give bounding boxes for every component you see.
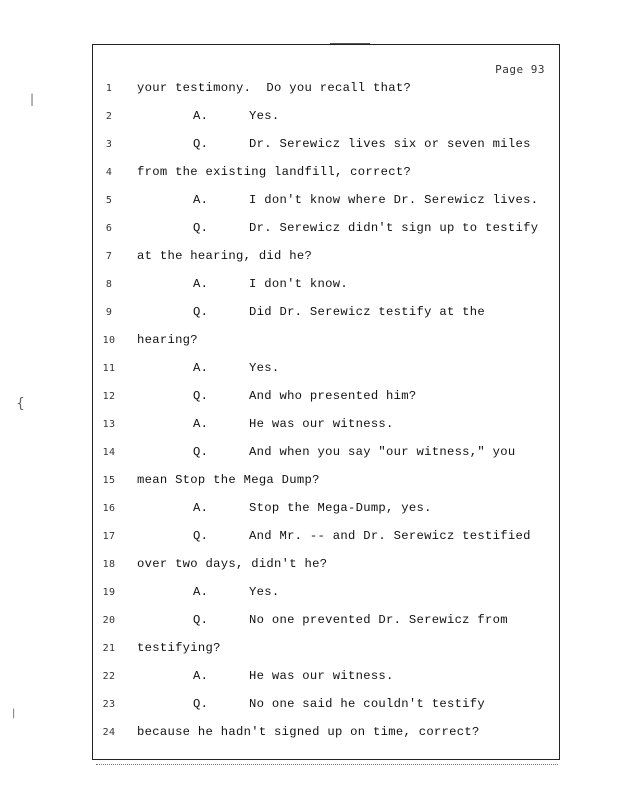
- speaker-label: A.: [193, 669, 209, 683]
- speaker-label: A.: [193, 361, 209, 375]
- testimony-text: hearing?: [137, 333, 198, 347]
- speaker-label: A.: [193, 193, 209, 207]
- line-text: [193, 389, 417, 403]
- line-text: [193, 585, 279, 599]
- testimony-text: testifying?: [137, 641, 221, 655]
- transcript-line: [93, 165, 561, 189]
- line-text: [193, 417, 394, 431]
- speaker-label: Q.: [193, 697, 209, 711]
- bottom-rule: [96, 764, 558, 765]
- line-number: 16: [102, 503, 116, 514]
- transcript-line: [93, 445, 561, 469]
- line-number: 1: [105, 83, 113, 94]
- testimony-text: And Mr. -- and Dr. Serewicz testified: [249, 529, 531, 543]
- line-text: [193, 277, 348, 291]
- testimony-text: Did Dr. Serewicz testify at the: [249, 305, 486, 319]
- line-text: [193, 613, 508, 627]
- testimony-text: I don't know.: [249, 277, 348, 291]
- line-text: [193, 305, 485, 319]
- line-text: [193, 221, 538, 235]
- testimony-text: at the hearing, did he?: [137, 249, 313, 263]
- transcript-line: [93, 221, 561, 245]
- line-number: 24: [102, 727, 116, 738]
- testimony-text: He was our witness.: [249, 669, 394, 683]
- testimony-text: mean Stop the Mega Dump?: [137, 473, 320, 487]
- transcript-page: [92, 44, 560, 760]
- line-number: 10: [102, 335, 116, 346]
- line-text: [193, 193, 538, 207]
- testimony-text: Dr. Serewicz lives six or seven miles: [249, 137, 531, 151]
- transcript-line: [93, 641, 561, 665]
- line-text: [137, 641, 221, 655]
- speaker-label: Q.: [193, 529, 209, 543]
- speaker-label: Q.: [193, 445, 209, 459]
- transcript-line: [93, 585, 561, 609]
- speaker-label: A.: [193, 417, 209, 431]
- line-number: 8: [105, 279, 113, 290]
- line-number: 4: [105, 167, 113, 178]
- line-number: 6: [105, 223, 113, 234]
- testimony-text: Yes.: [249, 361, 280, 375]
- line-number: 2: [105, 111, 113, 122]
- speaker-label: Q.: [193, 613, 209, 627]
- line-number: 15: [102, 475, 116, 486]
- line-number: 23: [102, 699, 116, 710]
- line-text: [137, 725, 480, 739]
- transcript-line: [93, 193, 561, 217]
- line-number: 11: [102, 363, 116, 374]
- line-number: 21: [102, 643, 116, 654]
- transcript-line: [93, 501, 561, 525]
- testimony-text: Stop the Mega-Dump, yes.: [249, 501, 432, 515]
- transcript-line: [93, 81, 561, 105]
- line-text: [193, 697, 485, 711]
- speaker-label: A.: [193, 585, 209, 599]
- transcript-line: [93, 613, 561, 637]
- transcript-line: [93, 333, 561, 357]
- transcript-line: [93, 529, 561, 553]
- speaker-label: Q.: [193, 137, 209, 151]
- line-text: [193, 137, 531, 151]
- testimony-text: because he hadn't signed up on time, correct?: [137, 725, 480, 739]
- margin-tick-mark-lower: |: [12, 708, 16, 719]
- testimony-text: And who presented him?: [249, 389, 417, 403]
- line-number: 14: [102, 447, 116, 458]
- speaker-label: Q.: [193, 221, 209, 235]
- testimony-text: from the existing landfill, correct?: [137, 165, 412, 179]
- line-number: 5: [105, 195, 113, 206]
- line-text: [137, 165, 411, 179]
- speaker-label: A.: [193, 109, 209, 123]
- speaker-label: Q.: [193, 305, 209, 319]
- line-text: [193, 361, 279, 375]
- line-number: 3: [105, 139, 113, 150]
- line-text: [193, 109, 279, 123]
- transcript-line: [93, 389, 561, 413]
- line-number: 17: [102, 531, 116, 542]
- transcript-line: [93, 725, 561, 749]
- page-number: Page 93: [495, 63, 545, 76]
- transcript-line: [93, 305, 561, 329]
- testimony-text: No one prevented Dr. Serewicz from: [249, 613, 508, 627]
- transcript-line: [93, 557, 561, 581]
- line-text: [193, 669, 394, 683]
- transcript-line: [93, 249, 561, 273]
- line-number: 22: [102, 671, 116, 682]
- line-text: [137, 333, 198, 347]
- line-text: [137, 557, 327, 571]
- speaker-label: A.: [193, 501, 209, 515]
- line-number: 20: [102, 615, 116, 626]
- line-number: 9: [105, 307, 113, 318]
- transcript-line: [93, 137, 561, 161]
- speaker-label: A.: [193, 277, 209, 291]
- testimony-text: your testimony. Do you recall that?: [137, 81, 412, 95]
- testimony-text: Dr. Serewicz didn't sign up to testify: [249, 221, 539, 235]
- testimony-text: Yes.: [249, 585, 280, 599]
- margin-tick-mark: |: [30, 92, 35, 106]
- testimony-text: No one said he couldn't testify: [249, 697, 486, 711]
- line-number: 13: [102, 419, 116, 430]
- line-text: [137, 81, 411, 95]
- transcript-line: [93, 669, 561, 693]
- transcript-line: [93, 361, 561, 385]
- line-text: [193, 445, 515, 459]
- line-text: [137, 249, 312, 263]
- transcript-line: [93, 473, 561, 497]
- testimony-text: I don't know where Dr. Serewicz lives.: [249, 193, 539, 207]
- line-number: 12: [102, 391, 116, 402]
- transcript-line: [93, 417, 561, 441]
- transcript-line: [93, 277, 561, 301]
- line-text: [137, 473, 320, 487]
- transcript-line: [93, 697, 561, 721]
- transcript-line: [93, 109, 561, 133]
- speaker-label: Q.: [193, 389, 209, 403]
- testimony-text: He was our witness.: [249, 417, 394, 431]
- line-number: 19: [102, 587, 116, 598]
- line-text: [193, 529, 531, 543]
- line-text: [193, 501, 432, 515]
- testimony-text: Yes.: [249, 109, 280, 123]
- line-number: 18: [102, 559, 116, 570]
- margin-brace-mark: {: [16, 396, 25, 412]
- testimony-text: And when you say "our witness," you: [249, 445, 516, 459]
- line-number: 7: [105, 251, 113, 262]
- testimony-text: over two days, didn't he?: [137, 557, 328, 571]
